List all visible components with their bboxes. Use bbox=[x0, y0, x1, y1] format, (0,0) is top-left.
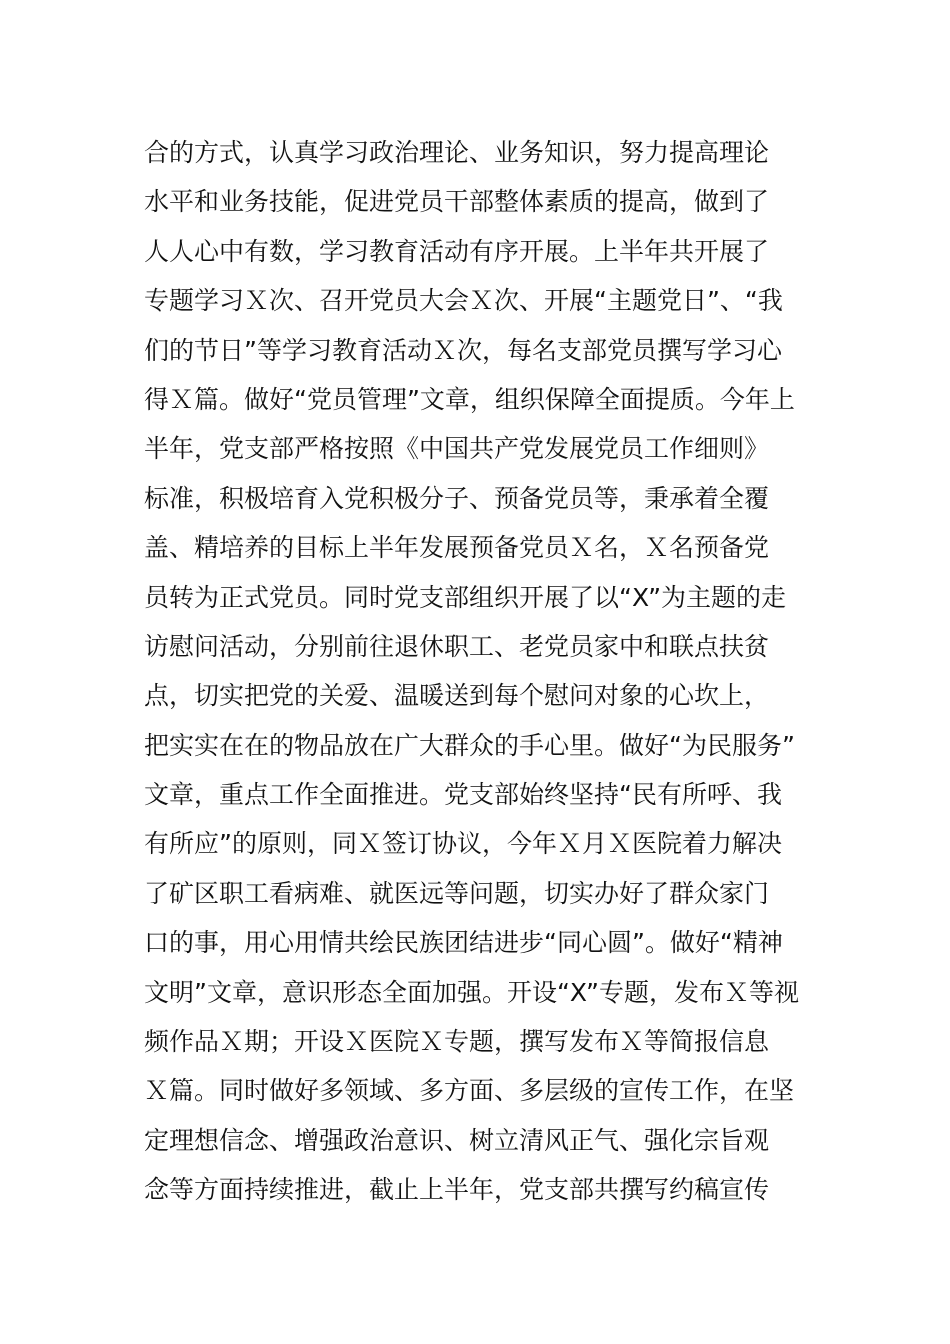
text-line-2: 水平和业务技能，促进党员干部整体素质的提高，做到了 bbox=[144, 187, 770, 217]
text-line-11: 访慰问活动，分别前往退休职工、老党员家中和联点扶贫 bbox=[144, 631, 770, 661]
text-line-20: Ｘ篇。同时做好多领域、多方面、多层级的宣传工作，在坚 bbox=[144, 1076, 795, 1106]
text-line-14: 文章，重点工作全面推进。党支部始终坚持“民有所呼、我 bbox=[144, 780, 782, 810]
text-line-13: 把实实在在的物品放在广大群众的手心里。做好“为民服务” bbox=[144, 730, 795, 760]
text-line-1: 合的方式，认真学习政治理论、业务知识，努力提高理论 bbox=[144, 138, 770, 167]
text-line-7: 半年，党支部严格按照《中国共产党发展党员工作细则》 bbox=[144, 434, 770, 464]
text-line-8: 标准，积极培育入党积极分子、预备党员等，秉承着全覆 bbox=[144, 483, 770, 513]
text-line-12: 点，切实把党的关爱、温暖送到每个慰问对象的心坎上， bbox=[144, 681, 770, 711]
text-line-16: 了矿区职工看病难、就医远等问题，切实办好了群众家门 bbox=[144, 878, 770, 908]
text-line-18: 文明”文章，意识形态全面加强。开设“X”专题，发布Ｘ等视 bbox=[144, 977, 799, 1007]
text-line-6: 得Ｘ篇。做好“党员管理”文章，组织保障全面提质。今年上 bbox=[144, 384, 795, 414]
text-line-21: 定理想信念、增强政治意识、树立清风正气、强化宗旨观 bbox=[144, 1125, 770, 1155]
text-line-22: 念等方面持续推进，截止上半年，党支部共撰写约稿宣传 bbox=[144, 1175, 770, 1205]
text-line-15: 有所应”的原则，同Ｘ签订协议，今年Ｘ月Ｘ医院着力解决 bbox=[144, 829, 782, 859]
text-line-3: 人人心中有数，学习教育活动有序开展。上半年共开展了 bbox=[144, 236, 770, 266]
text-line-9: 盖、精培养的目标上半年发展预备党员Ｘ名，Ｘ名预备党 bbox=[144, 533, 770, 563]
body-paragraph bbox=[144, 128, 824, 1215]
text-line-19: 频作品Ｘ期；开设Ｘ医院Ｘ专题，撰写发布Ｘ等简报信息 bbox=[144, 1027, 770, 1057]
text-line-5: 们的节日”等学习教育活动Ｘ次，每名支部党员撰写学习心 bbox=[144, 335, 782, 365]
text-line-10: 员转为正式党员。同时党支部组织开展了以“X”为主题的走 bbox=[144, 582, 787, 612]
text-line-4: 专题学习Ｘ次、召开党员大会Ｘ次、开展“主题党日”、“我 bbox=[144, 286, 783, 316]
text-line-17: 口的事，用心用情共绘民族团结进步“同心圆”。做好“精神 bbox=[144, 928, 783, 958]
